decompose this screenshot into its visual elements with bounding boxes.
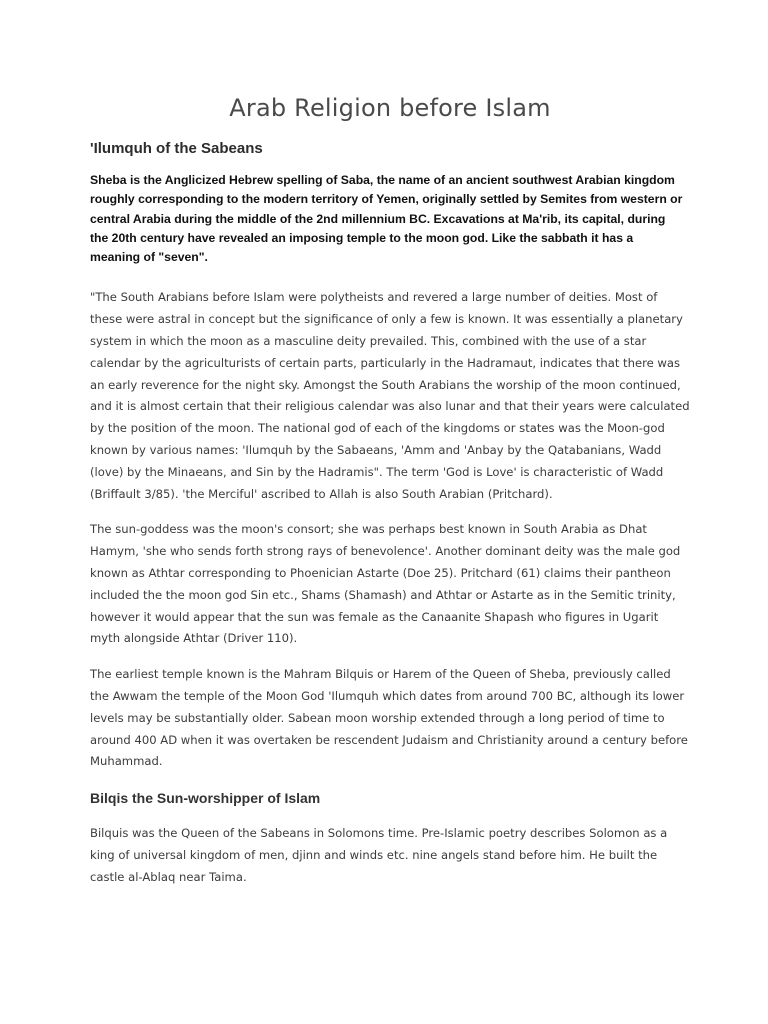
section-heading-sabeans: 'Ilumquh of the Sabeans (90, 140, 263, 157)
body-paragraph-1: "The South Arabians before Islam were polytheists and revered a large number of deities. Most of these were astral in concept but the significance of only a few is known. It was essentially a planetary system in which the moon as a masculine deity prevailed. This, combined with the use of a star calendar by the agriculturists of certain parts, particularly in the Hadramaut, indicates that there was an early reverence for the night sky. Amongst the South Arabians the worship of the moon continued, and it is almost certain that their religious calendar was also lunar and that their years were calculated by the position of the moon. The national god of each of the kingdoms or states was the Moon-god known by various names: 'Ilumquh by the Sabaeans, 'Amm and 'Anbay by the Qatabanians, Wadd (love) by the Minaeans, and Sin by the Hadramis". The term 'God is Love' is characteristic of Wadd (Briffault 3/85). 'the Merciful' ascribed to Allah is also South Arabian (Pritchard). (90, 290, 690, 501)
section-heading-bilqis: Bilqis the Sun-worshipper of Islam (90, 790, 321, 807)
body-paragraph-4: Bilquis was the Queen of the Sabeans in Solomons time. Pre-Islamic poetry describes Solomon as a king of universal kingdom of men, djinn and winds etc. nine angels stand before him. He built the castle al-Ablaq near Taima. (90, 826, 668, 884)
body-paragraph-3: The earliest temple known is the Mahram Bilquis or Harem of the Queen of Sheba, previously called the Awwam the temple of the Moon God 'Ilumquh which dates from around 700 BC, although its lower levels may be substantially older. Sabean moon worship extended through a long period of time to around 400 AD when it was overtaken be rescendent Judaism and Christianity around a century before Muhammad. (90, 667, 688, 769)
intro-paragraph: Sheba is the Anglicized Hebrew spelling of Saba, the name of an ancient southwest Arabian kingdom roughly corresponding to the modern territory of Yemen, originally settled by Semites from western or central Arabia during the middle of the 2nd millennium BC. Excavations at Ma'rib, its capital, during the 20th century have revealed an imposing temple to the moon god. Like the sabbath it has a meaning of "seven". (90, 173, 683, 265)
page-title: Arab Religion before Islam (229, 94, 551, 122)
body-paragraph-2: The sun-goddess was the moon's consort; she was perhaps best known in South Arabia as Dhat Hamym, 'she who sends forth strong rays of benevolence'. Another dominant deity was the male god known as Athtar corresponding to Phoenician Astarte (Doe 25). Pritchard (61) claims their pantheon included the the moon god Sin etc., Shams (Shamash) and Athtar or Astarte as in the Semitic trinity, however it would appear that the sun was female as the Canaanite Shapash who figures in Ugarit myth alongside Athtar (Driver 110). (90, 522, 681, 646)
document-page (90, 0, 690, 889)
